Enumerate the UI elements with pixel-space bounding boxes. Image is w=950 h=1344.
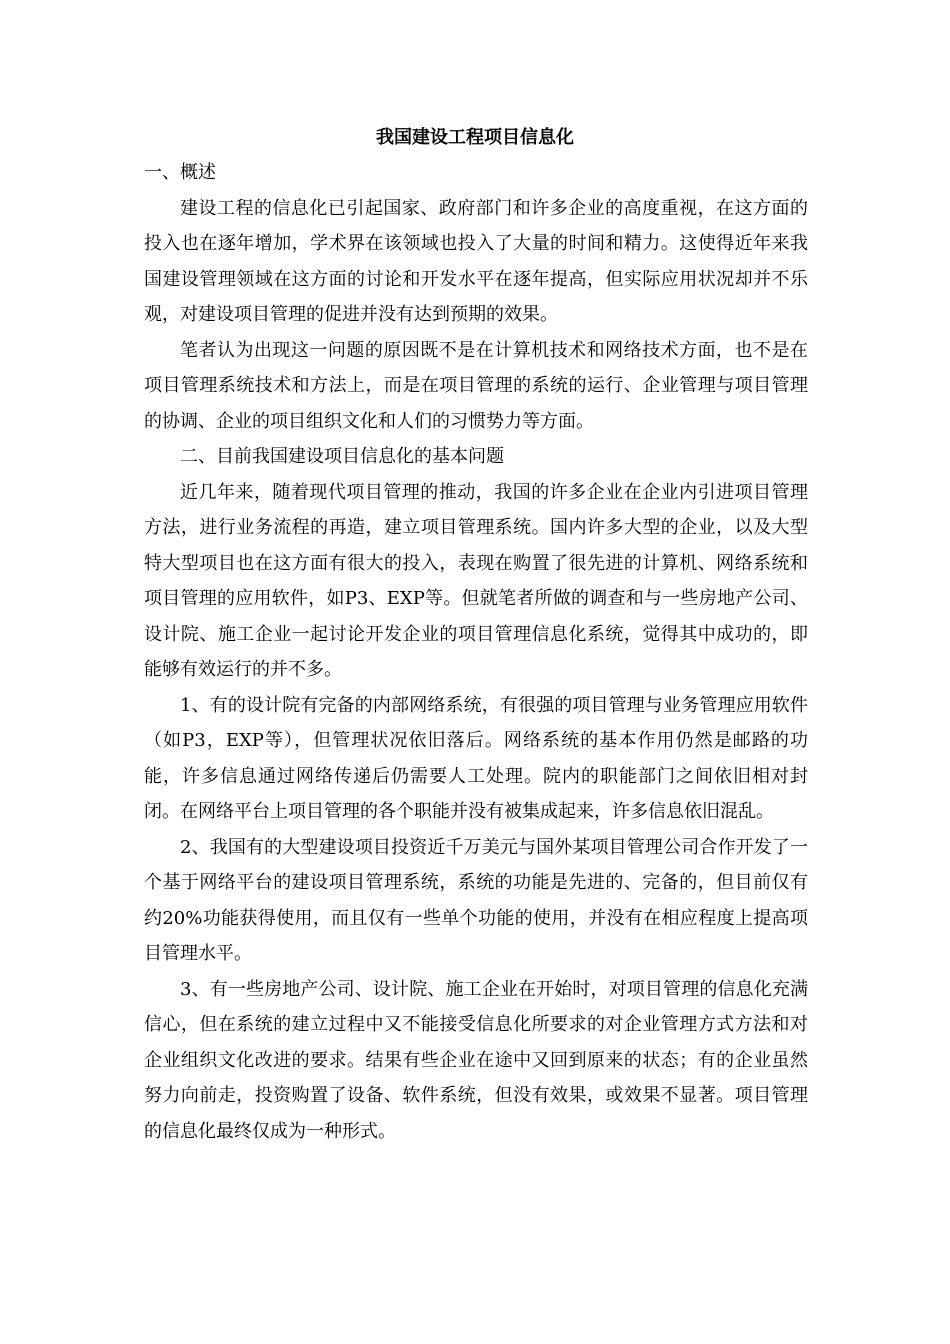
document-title: 我国建设工程项目信息化 (376, 127, 574, 148)
list-item: 3、有一些房地产公司、设计院、施工企业在开始时，对项目管理的信息化充满信心，但在系统的建立过程中又不能接受信息化所要求的对企业管理方式方法和对企业组织文化改进的要求。结果有些企业在途中又回到原来的状态；有的企业虽然努力向前走，投资购置了设备、软件系统，但没有效果，或效果不显著。项目管理的信息化最终仅成为一种形式。 (144, 978, 808, 1142)
paragraph: 笔者认为出现这一问题的原因既不是在计算机技术和网络技术方面，也不是在项目管理系统技术和方法上，而是在项目管理的系统的运行、企业管理与项目管理的协调、企业的项目组织文化和人们的习惯势力等方面。 (144, 339, 808, 432)
section-heading: 一、概述 (144, 162, 216, 183)
section-heading: 二、目前我国建设项目信息化的基本问题 (180, 446, 504, 467)
paragraph: 建设工程的信息化已引起国家、政府部门和许多企业的高度重视，在这方面的投入也在逐年增加，学术界在该领域也投入了大量的时间和精力。这使得近年来我国建设管理领域在这方面的讨论和开发水平在逐年提高，但实际应用状况却并不乐观，对建设项目管理的促进并没有达到预期的效果。 (144, 197, 808, 325)
paragraph: 近几年来，随着现代项目管理的推动，我国的许多企业在企业内引进项目管理方法，进行业务流程的再造，建立项目管理系统。国内许多大型的企业，以及大型特大型项目也在这方面有很大的投入，表现在购置了很先进的计算机、网络系统和项目管理的应用软件，如P3、EXP等。但就笔者所做的调查和与一些房地产公司、设计院、施工企业一起讨论开发企业的项目管理信息化系统，觉得其中成功的，即能够有效运行的并不多。 (144, 481, 808, 680)
document-body (144, 155, 808, 1149)
list-item: 1、有的设计院有完备的内部网络系统，有很强的项目管理与业务管理应用软件（如P3，EXP等），但管理状况依旧落后。网络系统的基本作用仍然是邮路的功能，许多信息通过网络传递后仍需要人工处理。院内的职能部门之间依旧相对封闭。在网络平台上项目管理的各个职能并没有被集成起来，许多信息依旧混乱。 (144, 694, 808, 822)
list-item: 2、我国有的大型建设项目投资近千万美元与国外某项目管理公司合作开发了一个基于网络平台的建设项目管理系统，系统的功能是先进的、完备的，但目前仅有约20%功能获得使用，而且仅有一些单个功能的使用，并没有在相应程度上提高项目管理水平。 (144, 836, 808, 964)
